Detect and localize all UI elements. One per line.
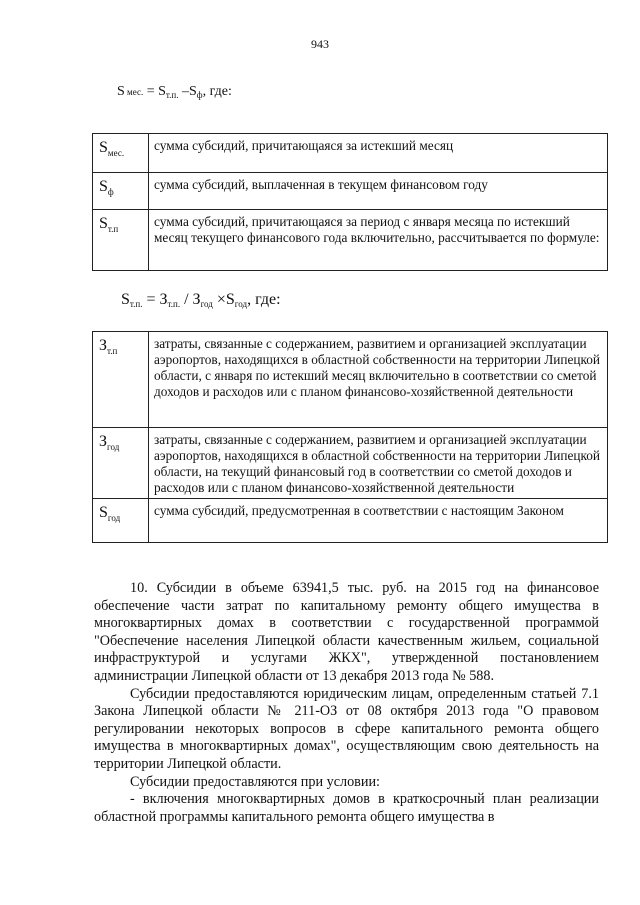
symbol-cell: $S_{год}$ xyxy=(93,499,149,543)
formula-subscript: т.п. xyxy=(167,299,181,309)
table-row xyxy=(93,134,608,173)
definition-cell: сумма субсидий, выплаченная в текущем финансовом году xyxy=(149,173,608,210)
table-row xyxy=(93,499,608,543)
definitions-table-2 xyxy=(92,331,608,543)
formula-operator: / З xyxy=(180,291,201,308)
formula-subscript: год xyxy=(234,299,248,309)
paragraph-item-10: 10. Субсидии в объеме 63941,5 тыс. руб. на 2015 год на финансовое обеспечение части затрат по капитальному ремонту общего имущества в многоквартирных домах в соответствии с государственной программой "Обеспечение населения Липецкой области качественным жильем, социальной инфраструктурой и услугами ЖКХ", утвержденной постановлением администрации Липецкой области от 13 декабря 2013 года № 588. xyxy=(94,580,599,684)
table-row xyxy=(93,210,608,271)
formula-tail: , где: xyxy=(247,291,281,308)
paragraph-condition-item: - включения многоквартирных домов в краткосрочный план реализации областной программы капитального ремонта общего имущества в xyxy=(94,791,599,825)
table-row xyxy=(93,173,608,210)
symbol-cell: $S_{мес.}$ xyxy=(93,134,149,173)
formula-subscript: т.п. xyxy=(129,299,143,309)
symbol-cell: $S_{т.п}$ xyxy=(93,210,149,271)
definition-cell: затраты, связанные с содержанием, развитием и организацией эксплуатации аэропортов, находящихся в областной собственности на территории Липецкой области, с января по истекший месяц включительно в соответствии со сметой доходов и расходов или с планом финансово-хозяйственной деятельности xyxy=(149,332,608,428)
formula-operator: = S xyxy=(143,84,166,99)
formula-operator: –S xyxy=(178,84,197,99)
formula-subscript: мес. xyxy=(127,87,144,97)
paragraph-conditions: Субсидии предоставляются при условии: xyxy=(130,773,380,790)
formula-operator: ×S xyxy=(212,291,235,308)
symbol-cell: $З_{год}$ xyxy=(93,428,149,499)
symbol-cell: $З_{т.п}$ xyxy=(93,332,149,428)
formula-symbol: S xyxy=(121,291,130,308)
paragraph-recipients: Субсидии предоставляются юридическим лицам, определенным статьей 7.1 Закона Липецкой области № 211-ОЗ от 08 октября 2013 года "О правовом регулировании некоторых вопросов в сфере капитального ремонта общего имущества в многоквартирных домах", осуществляющим свою деятельность на территории Липецкой области. xyxy=(94,685,599,772)
table-row xyxy=(93,428,608,499)
definitions-table-1 xyxy=(92,133,608,271)
formula-subscript: ф xyxy=(196,90,203,100)
definition-cell: сумма субсидий, предусмотренная в соответствии с настоящим Законом xyxy=(149,499,608,543)
formula-operator: = З xyxy=(142,291,168,308)
symbol-cell: $S_ф$ xyxy=(93,173,149,210)
definition-cell: сумма субсидий, причитающаяся за период с января месяца по истекший месяц текущего финансового года включительно, рассчитывается по формуле: xyxy=(149,210,608,271)
definition-cell: сумма субсидий, причитающаяся за истекший месяц xyxy=(149,134,608,173)
formula-monthly-subsidy xyxy=(117,84,232,100)
table-row xyxy=(93,332,608,428)
formula-subscript: т.п. xyxy=(165,90,179,100)
formula-period-subsidy xyxy=(121,291,281,309)
page-number: 943 xyxy=(311,37,329,51)
formula-tail: , где: xyxy=(202,84,232,99)
formula-subscript: год xyxy=(200,299,213,309)
body-text xyxy=(94,580,599,826)
definition-cell: затраты, связанные с содержанием, развитием и организацией эксплуатации аэропортов, находящихся в областной собственности на территории Липецкой области, на текущий финансовый год в соответствии со сметой доходов и расходов или с планом финансово-хозяйственной деятельности xyxy=(149,428,608,499)
formula-symbol: S xyxy=(117,84,125,99)
